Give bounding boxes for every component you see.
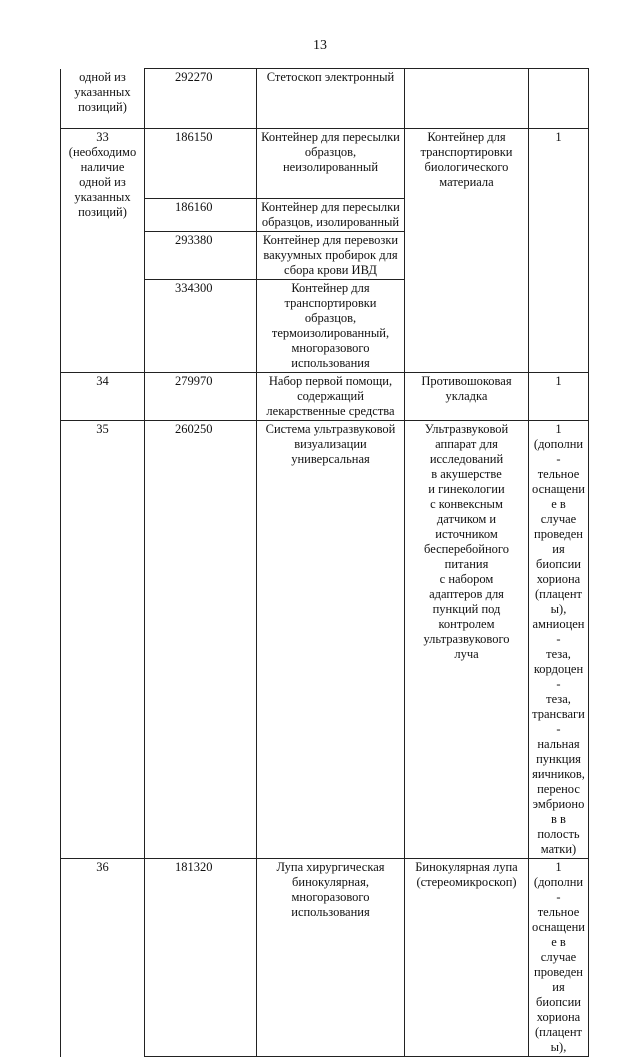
- item-code: 186150: [145, 129, 257, 199]
- item-name: Набор первой помощи, содержащий лекарственные средства: [257, 373, 405, 421]
- item-code: 279970: [145, 373, 257, 421]
- quantity: [529, 69, 589, 129]
- item-code: 260250: [145, 421, 257, 859]
- page-number: 13: [313, 38, 327, 53]
- item-name: Контейнер для пересылки образцов, изолированный: [257, 199, 405, 232]
- quantity: 1: [529, 373, 589, 421]
- table-row: [61, 859, 589, 1057]
- table-row: [61, 129, 589, 199]
- row-number: 33 (необходимо наличие одной из указанных позиций): [61, 129, 145, 373]
- table-row: [61, 421, 589, 859]
- quantity: 1 (дополни- тельное оснащение в случае проведения биопсии хориона (плаценты),: [529, 859, 589, 1057]
- item-code: 334300: [145, 280, 257, 373]
- item-name: Стетоскоп электронный: [257, 69, 405, 129]
- equipment-name: [405, 69, 529, 129]
- quantity: 1 (дополни- тельное оснащение в случае проведения биопсии хориона (плаценты), амниоцен- теза, кордоцен- теза, трансваги- нальная пункция яичников, перенос эмбрионов в полость матки): [529, 421, 589, 859]
- equipment-name: Ультразвуковой аппарат для исследований в акушерстве и гинекологии с конвексным датчиком и источником бесперебойного питания с набором адаптеров для пункций под контролем ультразвукового луча: [405, 421, 529, 859]
- equipment-name: Противошоковая укладка: [405, 373, 529, 421]
- equipment-table: [60, 68, 589, 1057]
- item-name: Лупа хирургическая бинокулярная, многоразового использования: [257, 859, 405, 1057]
- row-number: 34: [61, 373, 145, 421]
- row-number: 36: [61, 859, 145, 1057]
- row-number: одной из указанных позиций): [61, 69, 145, 129]
- table-row: [61, 69, 589, 129]
- item-name: Контейнер для пересылки образцов, неизолированный: [257, 129, 405, 199]
- item-name: Система ультразвуковой визуализации универсальная: [257, 421, 405, 859]
- quantity: 1: [529, 129, 589, 373]
- item-code: 292270: [145, 69, 257, 129]
- row-number: 35: [61, 421, 145, 859]
- equipment-name: Контейнер для транспортировки биологического материала: [405, 129, 529, 373]
- item-name: Контейнер для транспортировки образцов, термоизолированный, многоразового использования: [257, 280, 405, 373]
- equipment-name: Бинокулярная лупа (стереомикроскоп): [405, 859, 529, 1057]
- item-code: 186160: [145, 199, 257, 232]
- item-name: Контейнер для перевозки вакуумных пробирок для сбора крови ИВД: [257, 232, 405, 280]
- item-code: 181320: [145, 859, 257, 1057]
- item-code: 293380: [145, 232, 257, 280]
- table-row: [61, 373, 589, 421]
